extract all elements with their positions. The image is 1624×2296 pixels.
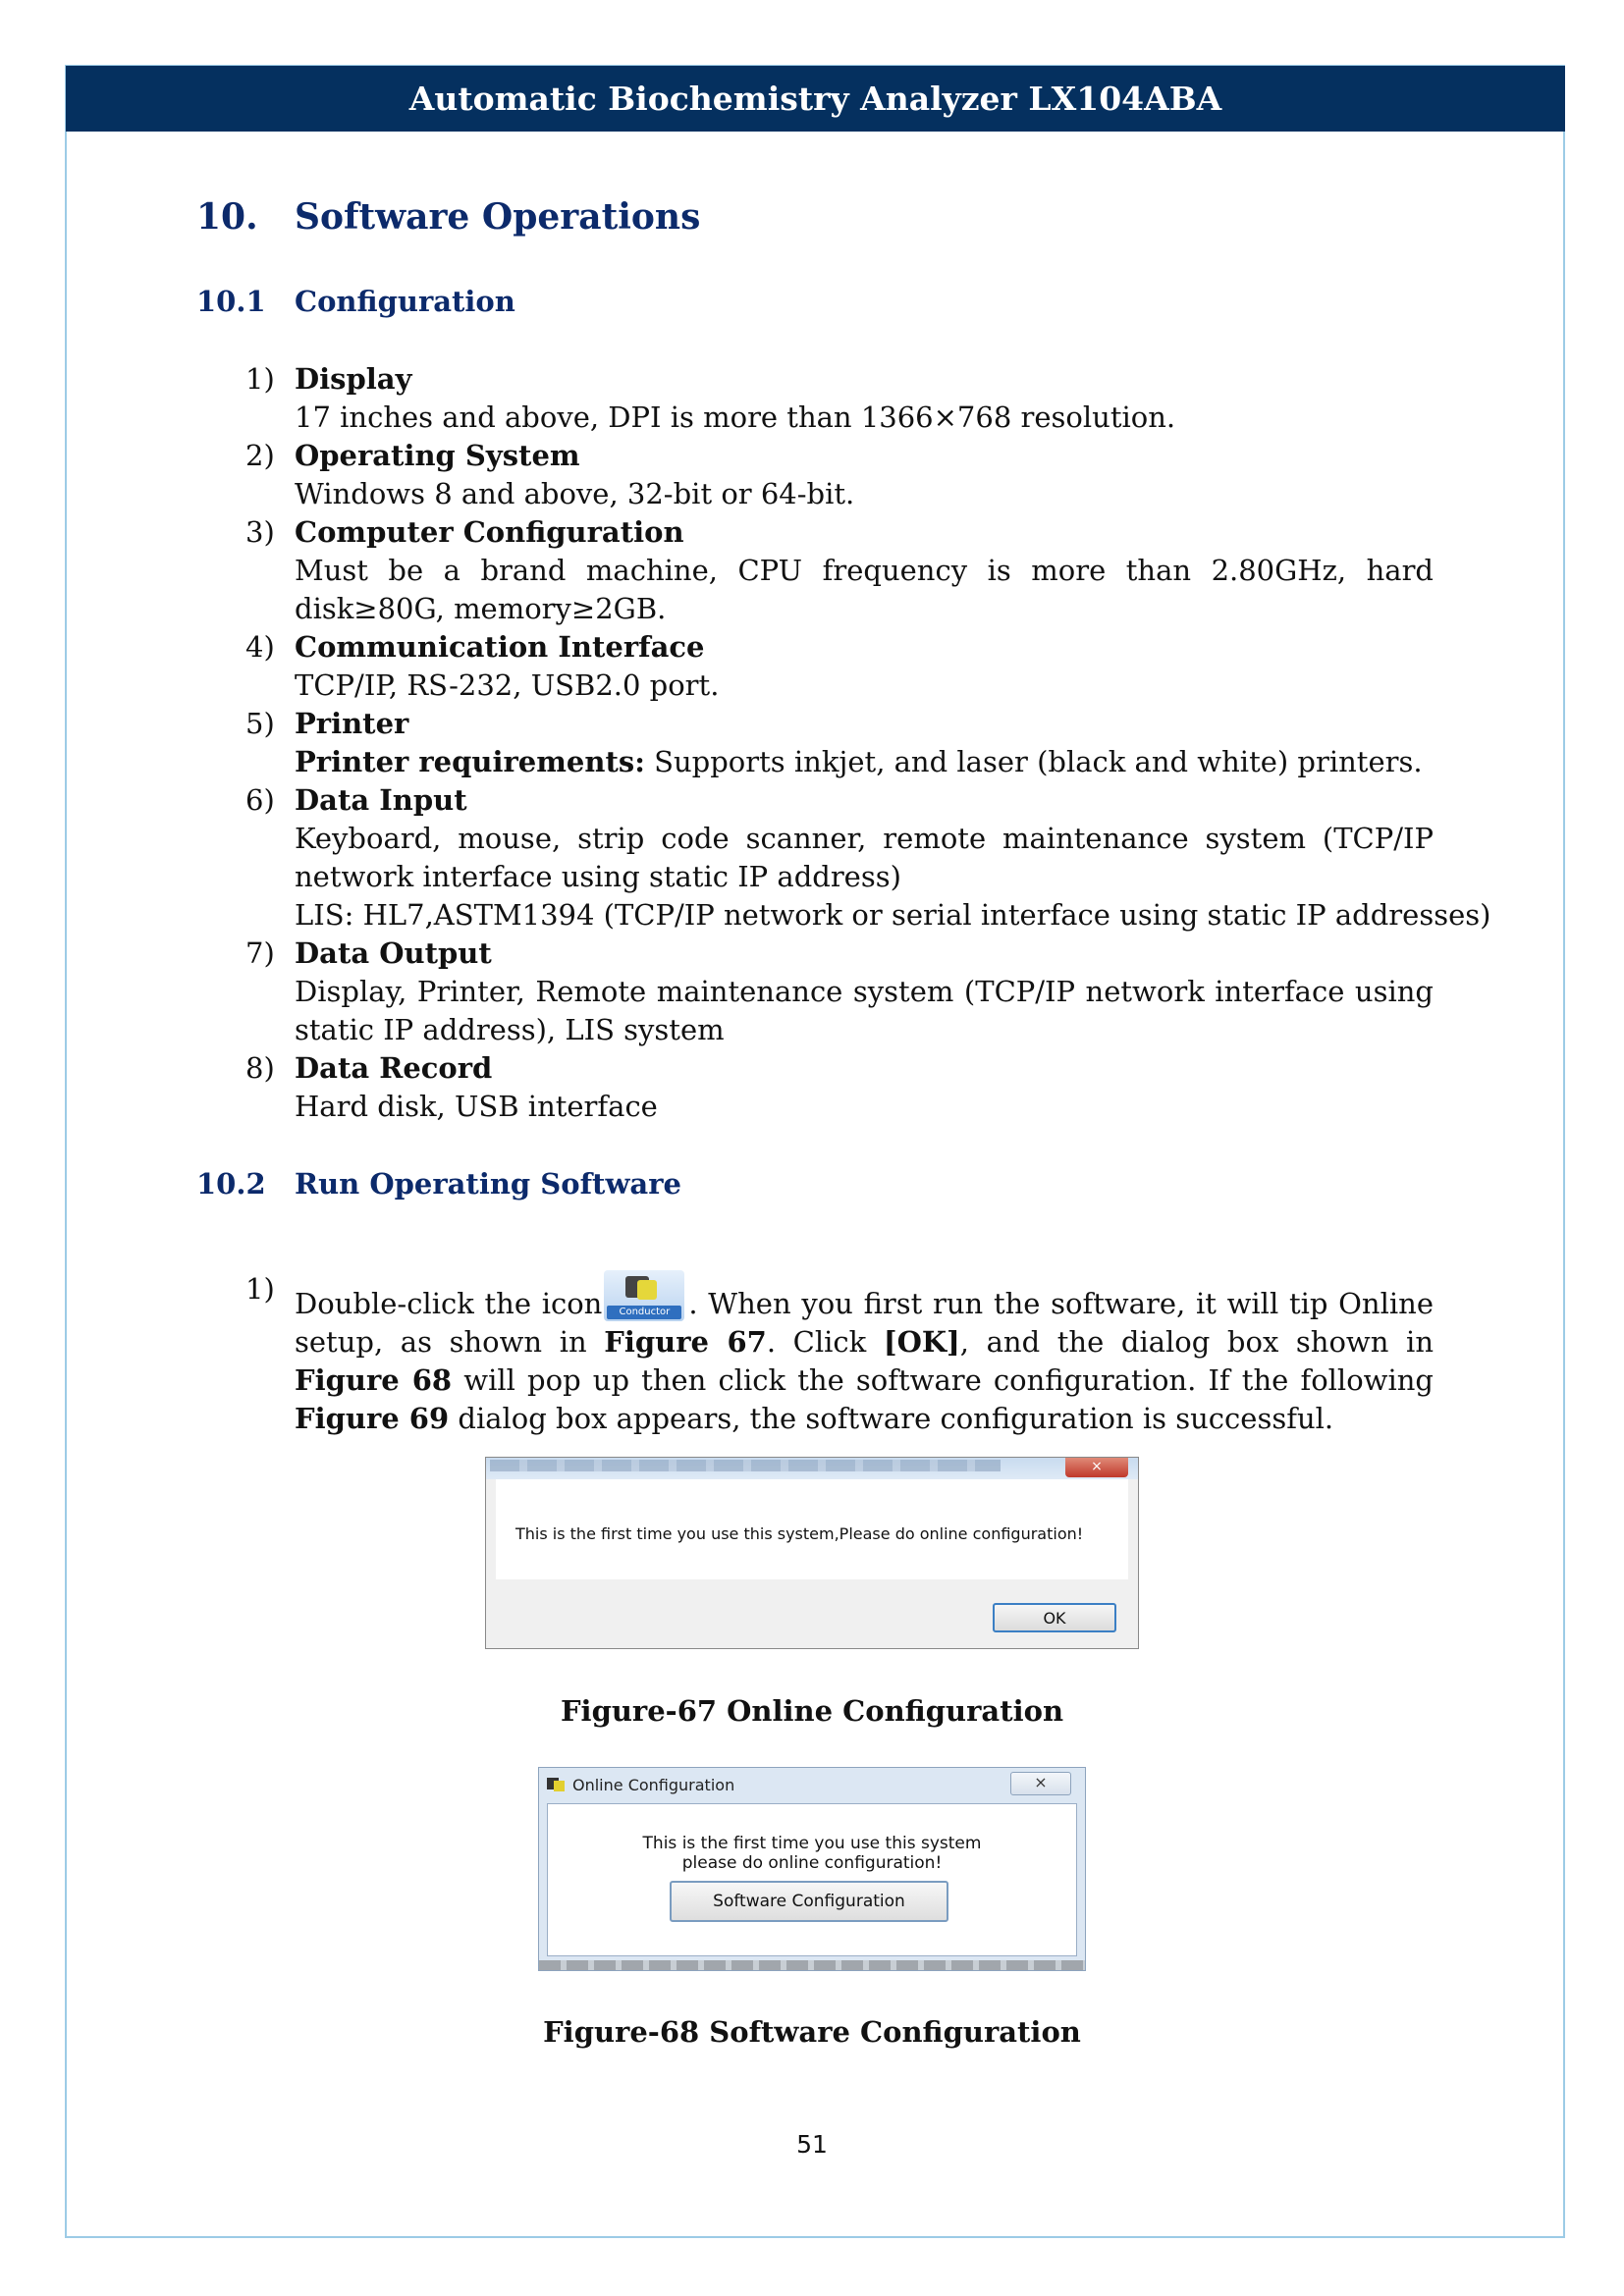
- blurred-underlying-text: [539, 1960, 1085, 1970]
- list-item: [245, 628, 1434, 705]
- item-description: Must be a brand machine, CPU frequency is more than 2.80GHz, hard disk≥80G, memory≥2GB.: [295, 554, 1434, 625]
- document-title: Automatic Biochemistry Analyzer LX104ABA: [408, 80, 1222, 118]
- run-steps-list: [245, 1270, 1434, 1438]
- section-title: Software Operations: [295, 196, 701, 238]
- list-item: [245, 513, 1434, 628]
- item-description: Keyboard, mouse, strip code scanner, remote maintenance system (TCP/IP network interface using static IP address): [295, 822, 1434, 893]
- ok-button[interactable]: OK: [993, 1603, 1116, 1632]
- item-description-lis: LIS: HL7,ASTM1394 (TCP/IP network or serial interface using static IP addresses): [295, 898, 1491, 932]
- item-title: Data Output: [295, 936, 492, 970]
- item-title: Communication Interface: [295, 630, 705, 664]
- message-line-2: please do online configuration!: [681, 1853, 943, 1873]
- figure-67-screenshot: [485, 1457, 1139, 1649]
- list-item: [245, 934, 1434, 1049]
- figure-67-caption: Figure-67 Online Configuration: [560, 1694, 1064, 1728]
- subsection-title: Configuration: [295, 285, 515, 318]
- list-item: [245, 437, 1434, 513]
- document-header: [66, 66, 1565, 132]
- item-title: Printer: [295, 707, 409, 740]
- item-number: 1): [245, 1272, 275, 1306]
- close-button[interactable]: ⨯: [1010, 1772, 1071, 1795]
- item-title: Data Record: [295, 1051, 493, 1085]
- item-number: 7): [245, 936, 275, 970]
- item-description: [295, 743, 1434, 781]
- list-item: [245, 1270, 1434, 1438]
- app-icon: [547, 1778, 565, 1791]
- list-item: [245, 360, 1434, 437]
- item-number: 8): [245, 1051, 275, 1085]
- list-item: [245, 781, 1491, 934]
- subsection-number: 10.2: [196, 1167, 266, 1201]
- item-description: Hard disk, USB interface: [295, 1090, 658, 1123]
- item-description-label: Printer requirements:: [295, 745, 645, 778]
- message-line-1: This is the first time you use this system: [642, 1834, 982, 1853]
- item-number: 2): [245, 439, 275, 472]
- conductor-app-icon[interactable]: [604, 1270, 684, 1321]
- item-number: 1): [245, 362, 275, 396]
- software-configuration-button[interactable]: Software Configuration: [670, 1881, 948, 1922]
- item-number: 4): [245, 630, 275, 664]
- window-client-area: [547, 1803, 1077, 1956]
- item-number: 3): [245, 515, 275, 549]
- figure-68-caption: Figure-68 Software Configuration: [543, 2015, 1081, 2049]
- dialog-message: This is the first time you use this system,Please do online configuration!: [515, 1524, 1084, 1543]
- item-title: Operating System: [295, 439, 580, 472]
- window-title: Online Configuration: [572, 1776, 735, 1794]
- section-number: 10.: [196, 196, 258, 238]
- close-button[interactable]: ×: [1065, 1458, 1128, 1477]
- subsection-number: 10.1: [196, 285, 266, 318]
- page-number: 51: [796, 2130, 828, 2159]
- dialog-body: [496, 1479, 1128, 1579]
- figure-68-screenshot: [538, 1767, 1086, 1971]
- item-title: Display: [295, 362, 412, 396]
- subsection-title: Run Operating Software: [295, 1167, 681, 1201]
- list-item: [245, 705, 1434, 781]
- item-title: Data Input: [295, 783, 467, 817]
- app-icon-label: Conductor: [607, 1306, 681, 1319]
- item-description: Display, Printer, Remote maintenance system (TCP/IP network interface using static IP address), LIS system: [295, 975, 1434, 1046]
- item-title: Computer Configuration: [295, 515, 684, 549]
- item-description: TCP/IP, RS-232, USB2.0 port.: [295, 668, 720, 702]
- dialog-title-strip: [486, 1458, 1138, 1479]
- item-number: 6): [245, 783, 275, 817]
- item-description: Windows 8 and above, 32-bit or 64-bit.: [295, 477, 855, 510]
- configuration-list: [245, 360, 1491, 1126]
- list-item: [245, 1049, 1434, 1126]
- window-titlebar: [539, 1768, 1085, 1803]
- item-number: 5): [245, 707, 275, 740]
- item-description: 17 inches and above, DPI is more than 1366×768 resolution.: [295, 400, 1176, 434]
- item-description-text: Supports inkjet, and laser (black and white) printers.: [644, 745, 1423, 778]
- step-paragraph: Double-click the icon Conductor . When you first run the software, it will tip Online setup, as shown in Figure 67. Click [OK], and the dialog box shown in Figure 68 will pop up then click the software configuration. If the following Figure 69 dialog box appears, the software configuration is successful.: [295, 1270, 1434, 1438]
